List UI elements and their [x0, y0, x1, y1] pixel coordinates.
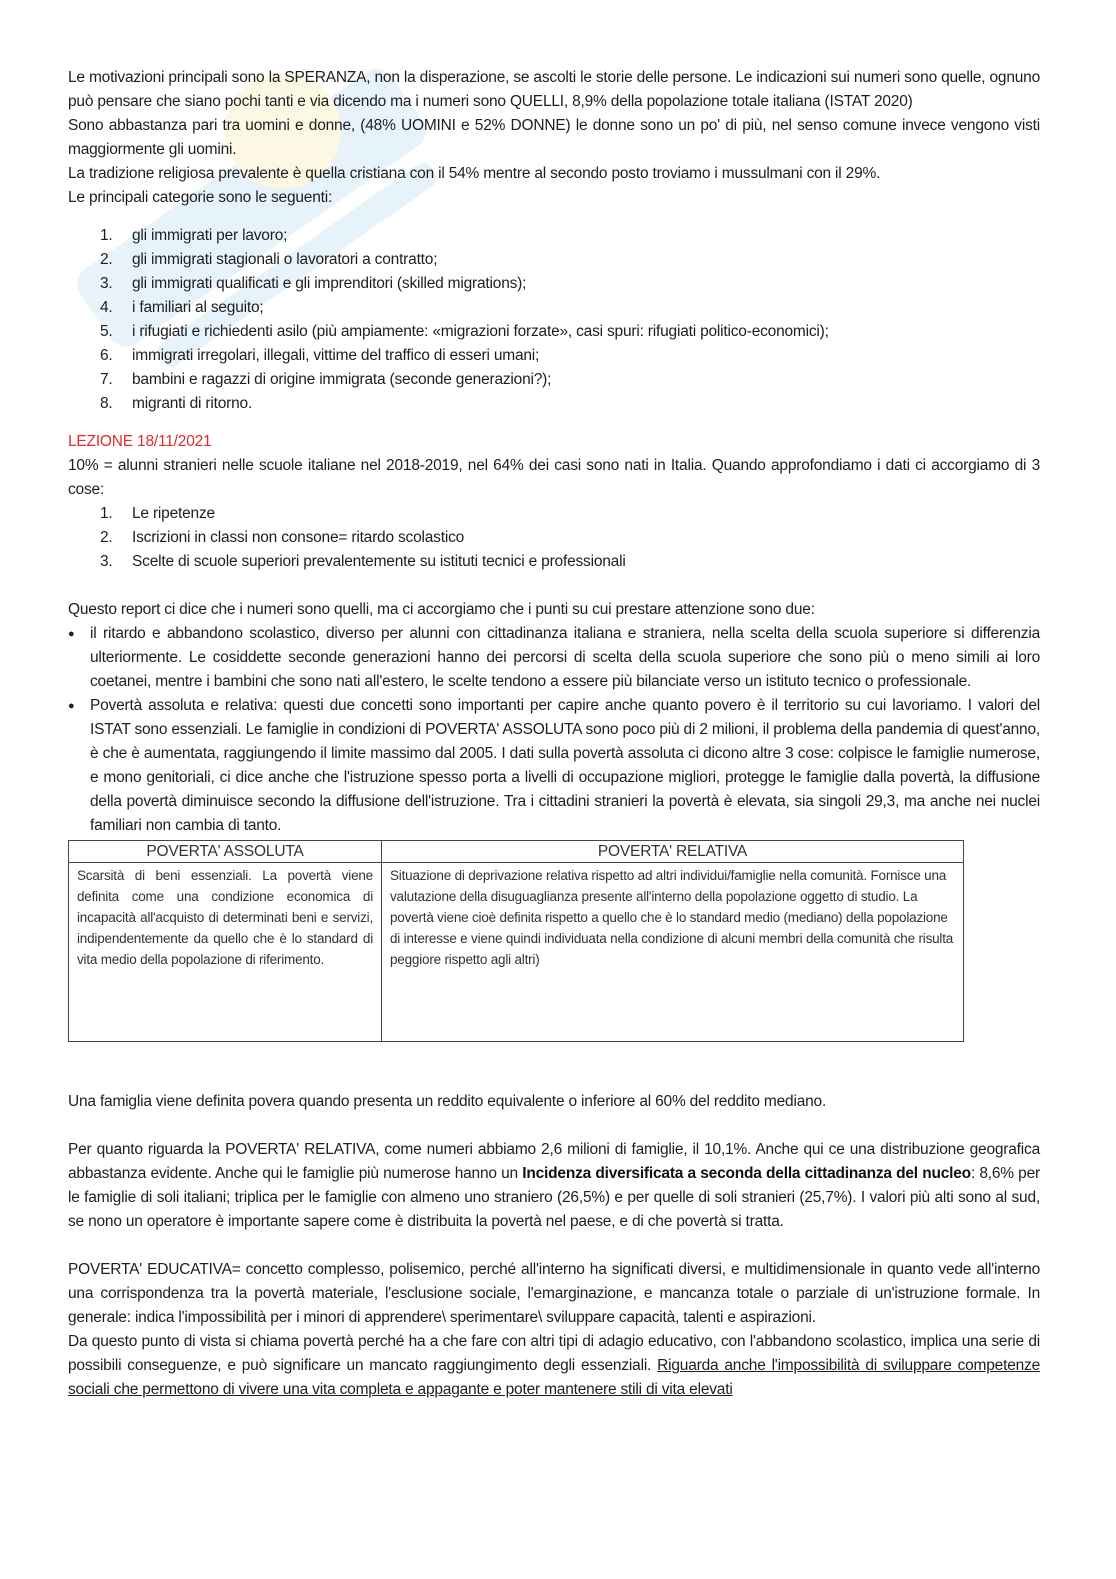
list-number: 3.	[100, 275, 113, 292]
list-number: 6.	[100, 347, 113, 364]
list-item	[68, 272, 1040, 296]
list-item	[68, 344, 1040, 368]
bold-phrase: Incidenza diversificata a seconda della cittadinanza del nucleo	[522, 1165, 971, 1182]
underlined-phrase: Riguarda anche l'impossibilità di sviluppare competenze sociali che permettono di vivere una vita completa e appagante e poter mantenere stili di vita elevati	[68, 1357, 1041, 1398]
list-item	[68, 248, 1040, 272]
document-page	[68, 66, 1040, 1402]
list-text: Iscrizioni in classi non consone= ritardo scolastico	[132, 529, 465, 546]
spacer	[68, 1042, 1040, 1066]
list-text: i rifugiati e richiedenti asilo (più ampiamente: «migrazioni forzate», casi spuri: rifugiati politico-economici);	[132, 323, 829, 340]
list-number: 7.	[100, 371, 113, 388]
list-item	[68, 296, 1040, 320]
list-number: 1.	[100, 227, 113, 244]
intro-paragraph-4: Le principali categorie sono le seguenti:	[68, 189, 333, 206]
spacer	[68, 1114, 1040, 1138]
list-item	[68, 368, 1040, 392]
list-item	[68, 392, 1040, 416]
lesson-list	[68, 502, 1040, 574]
list-text: Scelte di scuole superiori prevalentemente su istituti tecnici e professionali	[132, 553, 626, 570]
list-number: 1.	[100, 505, 113, 522]
intro-paragraph-3: La tradizione religiosa prevalente è quella cristiana con il 54% mentre al secondo posto troviamo i mussulmani con il 29%.	[68, 165, 881, 182]
list-text: gli immigrati qualificati e gli imprenditori (skilled migrations);	[132, 275, 527, 292]
bullet-item	[68, 622, 1040, 694]
bullet-text: Povertà assoluta e relativa: questi due concetti sono importanti per capire anche quanto povero è il territorio su cui lavoriamo. I valori del ISTAT sono essenziali. Le famiglie in condizioni di POVERTA' ASSOLUTA sono poco più di 2 milioni, il problema della pandemia di quest'anno, è che è aumentata, raggiungendo il limite massimo dal 2005. I dati sulla povertà assoluta ci dicono altre 3 cose: colpisce le famiglie numerose, e mono genitoriali, ci dice anche che l'istruzione spesso porta a livelli di occupazione migliori, protegge le famiglie dalla povertà, la diffusione della povertà diminuisce secondo la diffusione dell'istruzione. Tra i cittadini stranieri la povertà è elevata, sia singoli 29,3, ma anche nei nuclei familiari non cambia di tanto.	[90, 697, 1040, 834]
after-paragraph-3: POVERTA' EDUCATIVA= concetto complesso, polisemico, perché all'interno ha significati diversi, e multidimensionale in quanto vede all'interno una corrispondenza tra la povertà materiale, l'esclusione sociale, l'emarginazione, e mancanza totale o parziale di un'istruzione formale. In generale: indica l'impossibilità per i minori di apprendere\ sperimentare\ sviluppare capacità, talenti e aspirazioni.	[68, 1261, 1040, 1326]
after-paragraph-1: Una famiglia viene definita povera quando presenta un reddito equivalente o inferiore al 60% del reddito mediano.	[68, 1093, 827, 1110]
list-text: gli immigrati per lavoro;	[132, 227, 288, 244]
after-paragraph-4: Da questo punto di vista si chiama povertà perché ha a che fare con altri tipi di adagio educativo, con l'abbandono scolastico, implica una serie di possibili conseguenze, e può significare un mancato raggiungimento degli essenziali. Riguarda anche l'impossibilità di sviluppare competenze sociali che permettono di vivere una vita completa e appagante e poter mantenere stili di vita elevati	[68, 1333, 1041, 1398]
table-cell: Situazione di deprivazione relativa rispetto ad altri individui/famiglie nella comunità. Fornisce una valutazione della disuguaglianza presente all'interno della popolazione oggetto di studio. La povertà viene cioè definita rispetto a quello che è lo standard medio (mediano) della popolazione di interesse e viene quindi individuata nella condizione di alcuni membri della comunità che risulta peggiore rispetto agli altri)	[382, 863, 964, 1042]
list-number: 5.	[100, 323, 113, 340]
list-text: gli immigrati stagionali o lavoratori a contratto;	[132, 251, 438, 268]
list-item	[68, 320, 1040, 344]
lesson-heading: LEZIONE 18/11/2021	[68, 433, 212, 450]
bullet-icon: ●	[68, 628, 75, 640]
list-item	[68, 526, 1040, 550]
table-header: POVERTA' RELATIVA	[382, 841, 964, 863]
after-paragraph-2: Per quanto riguarda la POVERTA' RELATIVA, come numeri abbiamo 2,6 milioni di famiglie, il 10,1%. Anche qui ce una distribuzione geografica abbastanza evidente. Anche qui le famiglie più numerose hanno un Incidenza diversificata a seconda della cittadinanza del nucleo: 8,6% per le famiglie di soli italiani; triplica per le famiglie con almeno uno straniero (26,5%) e per quelle di soli stranieri (25,7%). I valori più alti sono al sud, se nono un operatore è importante sapere come è distribuita la povertà nel paese, e di che povertà si tratta.	[68, 1141, 1040, 1230]
bullet-icon: ●	[68, 700, 75, 712]
list-number: 2.	[100, 529, 113, 546]
list-text: migranti di ritorno.	[132, 395, 253, 412]
spacer	[68, 1066, 1040, 1090]
categories-list	[68, 224, 1040, 416]
list-item	[68, 224, 1040, 248]
list-text: immigrati irregolari, illegali, vittime del traffico di esseri umani;	[132, 347, 540, 364]
list-number: 4.	[100, 299, 113, 316]
intro-paragraph-1: Le motivazioni principali sono la SPERANZA, non la disperazione, se ascolti le storie delle persone. Le indicazioni sui numeri sono quelle, ognuno può pensare che siano pochi tanti e via dicendo ma i numeri sono QUELLI, 8,9% della popolazione totale italiana (ISTAT 2020)	[68, 69, 1040, 110]
list-text: Le ripetenze	[132, 505, 215, 522]
list-item	[68, 550, 1040, 574]
bullet-item	[68, 694, 1040, 838]
lesson-paragraph-1: 10% = alunni stranieri nelle scuole italiane nel 2018-2019, nel 64% dei casi sono nati in Italia. Quando approfondiamo i dati ci accorgiamo di 3 cose:	[68, 457, 1040, 498]
bullet-text: il ritardo e abbandono scolastico, diverso per alunni con cittadinanza italiana e straniera, nella scelta della scuola superiore si differenzia ulteriormente. Le cosiddette seconde generazioni hanno dei percorsi di scelta della scuola superiore che sono più o meno simili ai loro coetanei, mentre i bambini che sono nati all'estero, le scelte tendono a essere più bilanciate verso un istituto tecnico o professionale.	[90, 625, 1040, 690]
list-text: i familiari al seguito;	[132, 299, 264, 316]
spacer	[68, 1234, 1040, 1258]
lesson-paragraph-2: Questo report ci dice che i numeri sono quelli, ma ci accorgiamo che i punti su cui prestare attenzione sono due:	[68, 601, 815, 618]
list-text: bambini e ragazzi di origine immigrata (seconde generazioni?);	[132, 371, 552, 388]
list-item	[68, 502, 1040, 526]
poverty-table	[68, 840, 964, 1042]
spacer	[68, 574, 1040, 598]
intro-paragraph-2: Sono abbastanza pari tra uomini e donne, (48% UOMINI e 52% DONNE) le donne sono un po' di più, nel senso comune invece vengono visti maggiormente gli uomini.	[68, 117, 1040, 158]
table-header: POVERTA' ASSOLUTA	[69, 841, 382, 863]
table-cell: Scarsità di beni essenziali. La povertà viene definita come una condizione economica di incapacità all'acquisto di determinati beni e servizi, indipendentemente da quello che è lo standard di vita medio della popolazione di riferimento.	[69, 863, 382, 1042]
list-number: 8.	[100, 395, 113, 412]
list-number: 3.	[100, 553, 113, 570]
list-number: 2.	[100, 251, 113, 268]
bullet-list	[68, 622, 1040, 838]
